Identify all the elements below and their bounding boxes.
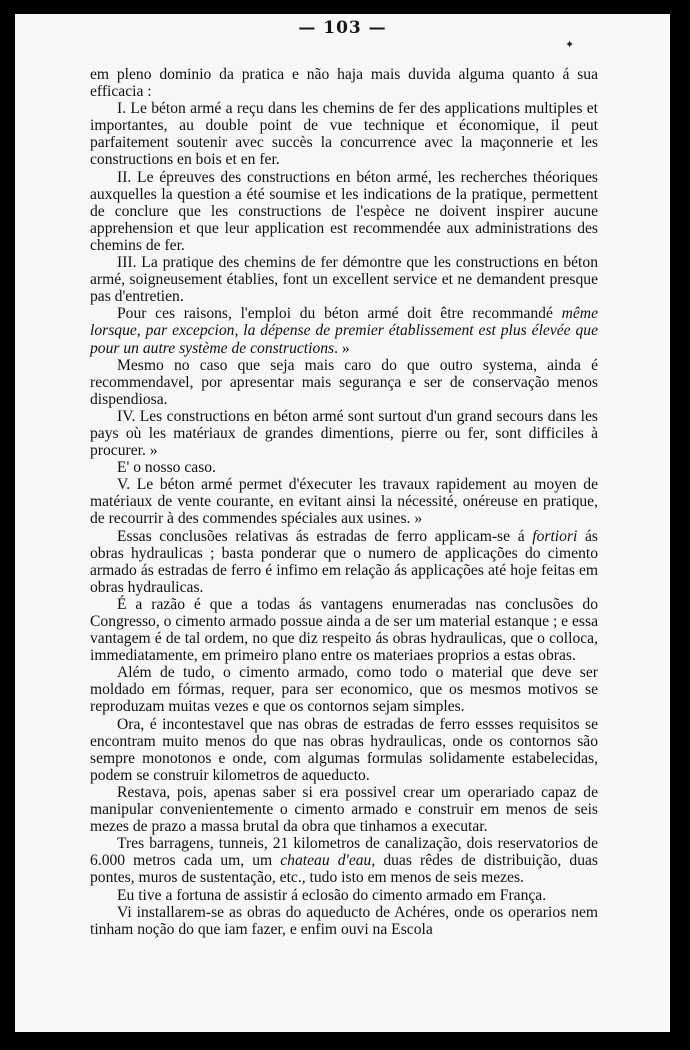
paragraph: I. Le béton armé a reçu dans les chemins de fer des applications multiples et importantes, au double point de vue technique et économique, il peut parfaitement soutenir avec succès la concurrence avec la maçonnerie et les constructions en bois et en fer. [90,100,598,169]
paragraph: Mesmo no caso que seja mais caro do que outro systema, ainda é recommendavel, por apresentar mais segurança e ser de conservação menos dispendiosa. [90,356,598,408]
paragraph: III. La pratique des chemins de fer démontre que les constructions en béton armé, soigneusement établies, font un excellent service et ne demandent presque pas d'entretien. [90,254,598,306]
paragraph-text: , duas rêdes de distribuição, duas pontes, muros de sustentação, etc., tudo isto em menos de seis mezes. [90,852,598,887]
paragraph: II. Le épreuves des constructions en béton armé, les recherches théoriques auxquelles la question a été soumise et les indications de la pratique, permettent de conclure que les constructions de l'espèce ne doivent inspirer aucune apprehension et que leur application est recommendée aux administrations des chemins de fer. [90,168,598,254]
paragraph-text: Tres barragens, tunneis, 21 kilometros de canalização, dois reservatorios de 6.000 metros cada um, um [90,835,598,870]
italic-text: fortiori [532,527,578,545]
italic-text: même lorsque, par excepcion, la dépense de premier établissement est plus élevée que pour un autre système de constructions [90,305,598,357]
body-text [90,66,598,938]
paragraph: V. Le béton armé permet d'éxecuter les travaux rapidement au moyen de matériaux de vente courante, en evitant ainsi la nécessité, onéreuse en pratique, de recourrir à des commendes spéciales aux usines. » [90,476,598,528]
paragraph [90,528,598,596]
paragraph: IV. Les constructions en béton armé sont surtout d'un grand secours dans les pays où les matériaux de grandes dimentions, pierre ou fer, sont difficiles à procurer. » [90,407,598,460]
paragraph: Vi installarem-se as obras do aqueducto de Achéres, onde os operarios nem tinham noção do que iam fazer, e enfim ouvi na Escola [90,903,598,938]
ink-mark: ✦ [565,38,575,51]
paragraph [90,835,598,886]
italic-text: chateau d'eau [280,852,372,870]
paragraph-text: Pour ces raisons, l'emploi du béton armé doit être recommandé [117,305,562,323]
paragraph: em pleno dominio da pratica e não haja mais duvida alguma quanto á sua efficacia : [90,66,598,101]
paragraph: Restava, pois, apenas saber si era possivel crear um operariado capaz de manipular convenientemente o cimento armado e construir em menos de seis mezes de prazo a massa brutal da obra que tinhamos a executar. [90,783,598,836]
document-page [15,14,670,1032]
paragraph: É a razão é que a todas ás vantagens enumeradas nas conclusões do Congresso, o cimento armado possue ainda a de ser um material estanque ; e essa vantagem é de tal ordem, no que diz respeito ás obras hydraulicas, que o colloca, immediatamente, em primeiro plano entre os materiaes proprios a estas obras. [90,595,598,665]
paragraph: Ora, é incontestavel que nas obras de estradas de ferro essses requisitos se encontram muito menos do que nas obras hydraulicas, onde os contornos são sempre monotonos e onde, com algumas formulas solidamente estabelecidas, podem se construir kilometros de aqueducto. [90,715,598,784]
paragraph: E' o nosso caso. [117,459,216,477]
paragraph-text: ás obras hydraulicas ; basta ponderar que o numero de applicações do cimento armado ás estradas de ferro é infimo em relação ás applicações até hoje feitas em obras hydraulicas. [90,527,598,596]
paragraph: Eu tive a fortuna de assistir á eclosão do cimento armado em França. [117,886,547,904]
page-number: — 103 — [298,18,387,38]
paragraph-text: . » [334,339,350,357]
paragraph [90,305,598,356]
paragraph-text: Essas conclusões relativas ás estradas de ferro applicam-se á [117,527,533,545]
paragraph: Além de tudo, o cimento armado, como todo o material que deve ser moldado em fórmas, requer, para ser economico, que os mesmos motivos se reproduzam muitas vezes e que os contornos sejam simples. [90,664,598,716]
